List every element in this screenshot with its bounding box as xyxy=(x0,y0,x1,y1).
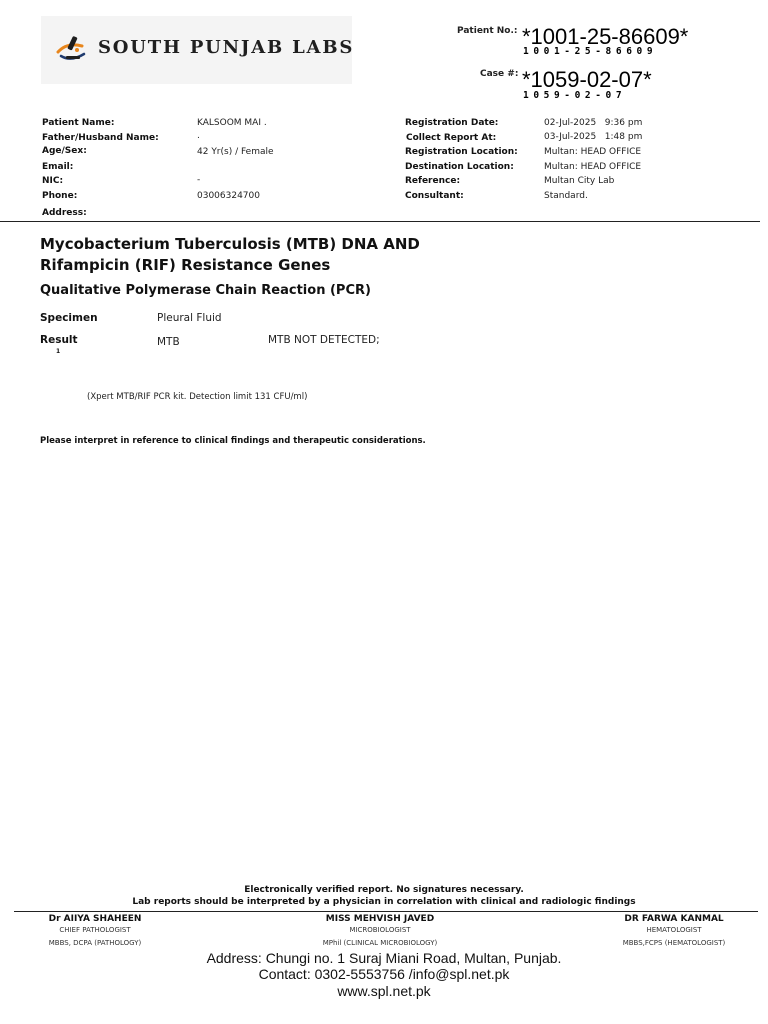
phone-label: Phone: xyxy=(42,191,78,201)
lab-address: Address: Chungi no. 1 Suraj Miani Road, Multan, Punjab. xyxy=(206,950,562,966)
signatory-title: MICROBIOLOGIST xyxy=(349,926,411,934)
result-analyte: MTB xyxy=(157,336,180,348)
signatory-qualifications: MBBS,FCPS (HEMATOLOGIST) xyxy=(622,939,726,947)
case-label: Case #: xyxy=(480,69,519,79)
registration-date-value: 02-Jul-2025 9:36 pm xyxy=(544,118,643,128)
test-title xyxy=(40,234,420,276)
specimen-label: Specimen xyxy=(40,312,98,324)
patient-no-label: Patient No.: xyxy=(457,26,518,36)
header-divider xyxy=(0,221,760,222)
test-title-line1: Mycobacterium Tuberculosis (MTB) DNA AND xyxy=(40,235,420,253)
signatory-qualifications: MPhil (CLINICAL MICROBIOLOGY) xyxy=(322,939,438,947)
collect-report-label: Collect Report At: xyxy=(406,133,497,143)
signatory-name: Dr AIIYA SHAHEEN xyxy=(48,914,142,924)
case-barcode: *1059-02-07* xyxy=(522,67,652,92)
nic-value: - xyxy=(197,175,201,185)
signatory-title: CHIEF PATHOLOGIST xyxy=(59,926,131,934)
registration-location-label: Registration Location: xyxy=(405,147,518,157)
signatory-title: HEMATOLOGIST xyxy=(646,926,702,934)
patient-no-barcode: *1001-25-86609* xyxy=(522,24,689,49)
father-name-value: . xyxy=(197,131,200,141)
interpret-note: Please interpret in reference to clinical findings and therapeutic considerations. xyxy=(40,436,426,446)
registration-location-value: Multan: HEAD OFFICE xyxy=(544,147,642,157)
signatory-name: DR FARWA KANMAL xyxy=(624,914,724,924)
test-subtitle: Qualitative Polymerase Chain Reaction (PCR) xyxy=(40,283,371,298)
age-sex-label: Age/Sex: xyxy=(42,146,87,156)
collect-report-value: 03-Jul-2025 1:48 pm xyxy=(544,132,643,142)
disclaimer-note: Lab reports should be interpreted by a physician in correlation with clinical and radiologic findings xyxy=(132,897,636,907)
case-text: 1059-02-07 xyxy=(523,90,627,101)
signatory-qualifications: MBBS, DCPA (PATHOLOGY) xyxy=(48,939,142,947)
reference-value: Multan City Lab xyxy=(544,176,615,186)
father-name-label: Father/Husband Name: xyxy=(42,133,159,143)
verified-note: Electronically verified report. No signatures necessary. xyxy=(244,885,524,895)
result-label: Result xyxy=(40,334,78,346)
consultant-label: Consultant: xyxy=(405,191,464,201)
lab-website[interactable]: www.spl.net.pk xyxy=(337,983,431,999)
lab-contact: Contact: 0302-5553756 /info@spl.net.pk xyxy=(258,966,510,982)
destination-location-value: Multan: HEAD OFFICE xyxy=(544,162,642,172)
email-label: Email: xyxy=(42,162,74,172)
method-note: (Xpert MTB/RIF PCR kit. Detection limit 131 CFU/ml) xyxy=(87,392,308,402)
registration-date-label: Registration Date: xyxy=(405,118,499,128)
phone-value: 03006324700 xyxy=(197,191,260,201)
address-label: Address: xyxy=(42,208,87,218)
microscope-logo-icon xyxy=(55,32,89,66)
age-sex-value: 42 Yr(s) / Female xyxy=(197,147,274,157)
lab-name: SOUTH PUNJAB LABS xyxy=(98,37,355,58)
test-title-line2: Rifampicin (RIF) Resistance Genes xyxy=(40,256,331,274)
reference-label: Reference: xyxy=(405,176,461,186)
consultant-value: Standard. xyxy=(544,191,588,201)
nic-label: NIC: xyxy=(42,176,64,186)
footer-divider xyxy=(14,911,758,912)
patient-name-value: KALSOOM MAI . xyxy=(197,118,267,128)
patient-no-text: 1001-25-86609 xyxy=(523,46,658,57)
result-footnote-marker: 1 xyxy=(56,348,61,355)
patient-name-label: Patient Name: xyxy=(42,118,115,128)
result-value: MTB NOT DETECTED; xyxy=(268,334,380,346)
specimen-value: Pleural Fluid xyxy=(157,312,222,324)
signatory-name: MISS MEHVISH JAVED xyxy=(325,914,435,924)
destination-location-label: Destination Location: xyxy=(405,162,514,172)
